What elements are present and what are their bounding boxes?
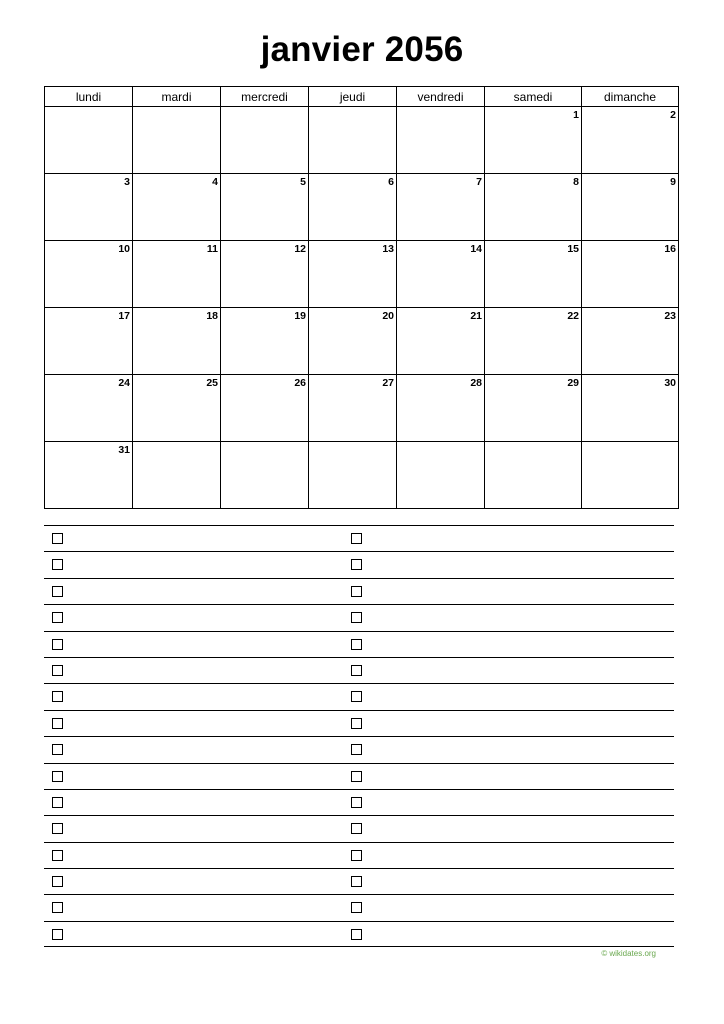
checklist-row [44,789,674,815]
checklist-row [44,604,674,630]
week-row [45,174,679,241]
day-number [397,442,484,444]
day-cell [582,308,679,375]
day-number: 31 [118,444,130,456]
day-cell [485,174,582,241]
day-number: 18 [206,310,218,322]
day-cell [133,241,221,308]
day-number [133,442,220,444]
week-row [45,241,679,308]
week-row [45,442,679,509]
checkbox-right[interactable] [351,876,362,887]
day-cell [397,241,485,308]
checkbox-left[interactable] [52,718,63,729]
checklist-row [44,815,674,841]
checkbox-left[interactable] [52,559,63,570]
checkbox-left[interactable] [52,533,63,544]
checklist-row [44,894,674,920]
checkbox-right[interactable] [351,718,362,729]
day-number: 2 [670,109,676,121]
checklist-row [44,868,674,894]
calendar-grid [44,86,674,514]
weekday-header-saturday: samedi [485,87,582,107]
checkbox-left[interactable] [52,902,63,913]
day-cell [309,308,397,375]
checkbox-left[interactable] [52,665,63,676]
day-number: 27 [382,377,394,389]
day-number: 9 [670,176,676,188]
checkbox-left[interactable] [52,639,63,650]
day-cell [133,308,221,375]
checkbox-right[interactable] [351,797,362,808]
day-cell [397,308,485,375]
day-number: 21 [470,310,482,322]
day-cell [221,174,309,241]
checklist-row [44,578,674,604]
weekday-header-sunday: dimanche [582,87,679,107]
day-number: 30 [664,377,676,389]
day-number: 20 [382,310,394,322]
day-cell [45,442,133,509]
day-number: 17 [118,310,130,322]
day-number: 10 [118,243,130,255]
checkbox-right[interactable] [351,823,362,834]
day-cell [582,107,679,174]
day-cell [133,174,221,241]
day-number: 5 [300,176,306,188]
day-number [221,442,308,444]
checkbox-left[interactable] [52,771,63,782]
checklist-row [44,921,674,947]
day-cell [45,174,133,241]
day-number: 4 [212,176,218,188]
day-number: 3 [124,176,130,188]
day-number [309,442,396,444]
day-number: 6 [388,176,394,188]
checkbox-right[interactable] [351,533,362,544]
day-number [309,107,396,109]
day-number: 8 [573,176,579,188]
checkbox-left[interactable] [52,850,63,861]
day-cell [221,107,309,174]
day-number: 11 [206,243,218,255]
day-cell [45,308,133,375]
checkbox-left[interactable] [52,691,63,702]
day-cell [397,375,485,442]
day-cell [485,308,582,375]
checkbox-left[interactable] [52,823,63,834]
week-row [45,308,679,375]
checkbox-right[interactable] [351,850,362,861]
checkbox-right[interactable] [351,612,362,623]
day-cell [485,375,582,442]
checkbox-left[interactable] [52,797,63,808]
day-number [45,107,132,109]
copyright-symbol: © [601,949,608,958]
checkbox-left[interactable] [52,586,63,597]
checklist-row [44,842,674,868]
day-cell [397,107,485,174]
day-cell [397,174,485,241]
weekday-header-wednesday: mercredi [221,87,309,107]
day-cell [221,375,309,442]
weekday-header-thursday: jeudi [309,87,397,107]
checkbox-right[interactable] [351,902,362,913]
day-cell [45,375,133,442]
checklist-row [44,763,674,789]
checklist-row [44,551,674,577]
day-cell [221,308,309,375]
day-cell [45,241,133,308]
week-row [45,375,679,442]
day-number: 24 [118,377,130,389]
checkbox-right[interactable] [351,744,362,755]
day-cell [221,241,309,308]
checkbox-right[interactable] [351,691,362,702]
day-cell [133,442,221,509]
checkbox-left[interactable] [52,612,63,623]
day-number: 22 [567,310,579,322]
day-cell [133,375,221,442]
checkbox-right[interactable] [351,586,362,597]
checkbox-right[interactable] [351,929,362,940]
weekday-header-friday: vendredi [397,87,485,107]
day-number: 1 [573,109,579,121]
day-cell [309,375,397,442]
checkbox-right[interactable] [351,665,362,676]
day-number: 16 [664,243,676,255]
day-number: 7 [476,176,482,188]
checkbox-left[interactable] [52,744,63,755]
day-cell [309,442,397,509]
checklist-row [44,710,674,736]
day-cell [582,442,679,509]
day-number [397,107,484,109]
checklist-row [44,657,674,683]
day-number: 23 [664,310,676,322]
day-number [133,107,220,109]
day-number: 25 [206,377,218,389]
checklist-row [44,631,674,657]
day-number: 13 [382,243,394,255]
checkbox-left[interactable] [52,876,63,887]
footer-credit [601,949,656,959]
day-cell [309,107,397,174]
checklist-row [44,525,674,551]
day-number: 15 [567,243,579,255]
checkbox-right[interactable] [351,771,362,782]
week-row [45,107,679,174]
weekday-header-monday: lundi [45,87,133,107]
day-cell [485,107,582,174]
day-number: 14 [470,243,482,255]
checkbox-right[interactable] [351,559,362,570]
checklist-row [44,683,674,709]
day-number [221,107,308,109]
day-number: 28 [470,377,482,389]
day-number: 19 [294,310,306,322]
weekday-header-row [45,87,679,107]
calendar-table [44,86,679,509]
day-cell [309,241,397,308]
day-cell [221,442,309,509]
checkbox-right[interactable] [351,639,362,650]
day-cell [397,442,485,509]
day-number: 12 [294,243,306,255]
weekday-header-tuesday: mardi [133,87,221,107]
day-cell [45,107,133,174]
day-cell [485,442,582,509]
day-number [582,442,678,444]
checkbox-left[interactable] [52,929,63,940]
day-number [485,442,581,444]
day-number: 26 [294,377,306,389]
checklist-row [44,736,674,762]
checklist [44,525,674,947]
day-cell [485,241,582,308]
day-cell [309,174,397,241]
day-cell [133,107,221,174]
day-cell [582,375,679,442]
day-cell [582,241,679,308]
day-cell [582,174,679,241]
day-number: 29 [567,377,579,389]
page-title: janvier 2056 [260,30,464,69]
footer-site-link[interactable]: wikidates.org [609,949,656,958]
